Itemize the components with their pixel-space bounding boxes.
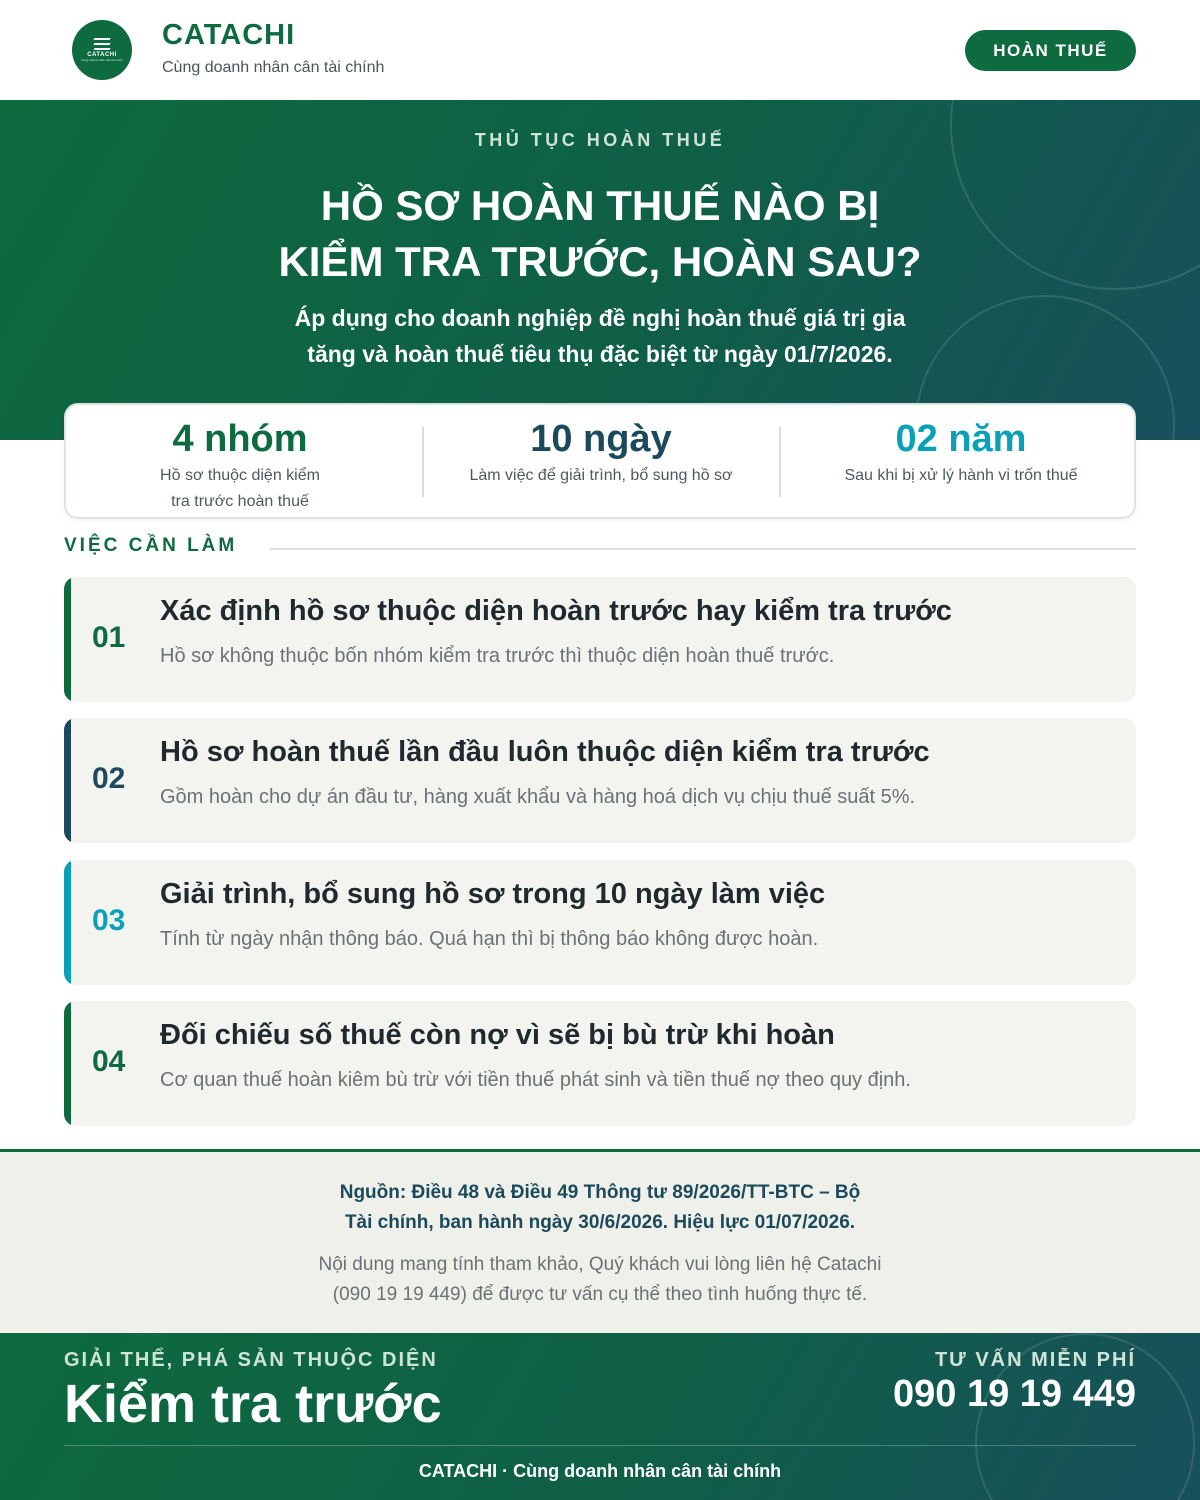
logo-text: CATACHI — [87, 52, 117, 58]
stat-groups — [140, 415, 340, 515]
hero-subtitle-line: tăng và hoàn thuế tiêu thụ đặc biệt từ ngày 01/7/2026. — [307, 341, 893, 367]
brand-tagline: Cùng doanh nhân cân tài chính — [162, 59, 385, 76]
hero-kicker: THỦ TỤC HOÀN THUẾ — [474, 130, 726, 150]
stat-label: Sau khi bị xử lý hành vi trốn thuế — [844, 467, 1078, 484]
section-divider — [270, 548, 1136, 550]
note-line: Nội dung mang tính tham khảo, Quý khách vui lòng liên hệ Catachi — [318, 1254, 882, 1275]
step-number: 02 — [92, 762, 126, 795]
step-number: 01 — [92, 621, 126, 654]
stat-value: 10 ngày — [530, 418, 672, 460]
step-title: Giải trình, bổ sung hồ sơ trong 10 ngày làm việc — [160, 878, 826, 910]
footer-headline: Kiểm tra trước — [64, 1374, 442, 1434]
step-description: Tính từ ngày nhận thông báo. Quá hạn thì bị thông báo không được hoàn. — [160, 928, 819, 950]
step-description: Gồm hoàn cho dự án đầu tư, hàng xuất khẩu và hàng hoá dịch vụ chịu thuế suất 5%. — [160, 786, 916, 808]
stat-years — [806, 415, 1116, 489]
step-number: 04 — [92, 1045, 126, 1078]
source-line: Tài chính, ban hành ngày 30/6/2026. Hiệu lực 01/07/2026. — [344, 1212, 856, 1233]
step-accent-bar — [64, 577, 71, 702]
disclaimer-note — [0, 1250, 1200, 1310]
footer-kicker: GIẢI THỂ, PHÁ SẢN THUỘC DIỆN — [64, 1349, 438, 1371]
brand-name: CATACHI — [162, 19, 296, 51]
source-line: Nguồn: Điều 48 và Điều 49 Thông tư 89/2026/TT-BTC – Bộ — [339, 1182, 861, 1203]
top-header — [0, 0, 1200, 100]
footer-brand-line: CATACHI · Cùng doanh nhân cân tài chính — [418, 1461, 782, 1481]
source-citation — [0, 1178, 1200, 1238]
step-description: Cơ quan thuế hoàn kiêm bù trừ với tiền thuế phát sinh và tiền thuế nợ theo quy định. — [160, 1069, 911, 1091]
logo-subtext: Cùng doanh nhân cân tài chính — [81, 58, 123, 62]
phone-number-link[interactable]: 090 19 19 449 — [892, 1373, 1136, 1415]
stat-divider — [779, 427, 781, 497]
source-box — [0, 1149, 1200, 1333]
stat-label: Làm việc để giải trình, bổ sung hồ sơ — [469, 467, 733, 484]
stat-value: 02 năm — [895, 418, 1027, 460]
hero-subtitle-line: Áp dụng cho doanh nghiệp đề nghị hoàn thuế giá trị gia — [294, 305, 906, 331]
step-card[interactable] — [64, 860, 1136, 985]
hero-title-line: HỒ SƠ HOÀN THUẾ NÀO BỊ — [320, 182, 880, 229]
step-title: Xác định hồ sơ thuộc diện hoàn trước hay kiểm tra trước — [160, 595, 952, 627]
note-line: (090 19 19 449) để được tư vấn cụ thể theo tình huống thực tế. — [332, 1284, 868, 1305]
section-heading: VIỆC CẦN LÀM — [64, 535, 238, 556]
step-card[interactable] — [64, 1001, 1136, 1126]
hero-subtitle — [0, 300, 1200, 372]
stat-label: tra trước hoàn thuế — [171, 493, 309, 510]
footer-banner — [0, 1333, 1200, 1500]
stats-card — [64, 403, 1136, 519]
footer-divider — [64, 1445, 1136, 1446]
category-badge[interactable]: HOÀN THUẾ — [965, 30, 1136, 71]
stat-label: Hồ sơ thuộc diện kiểm — [160, 467, 320, 484]
step-title: Đối chiếu số thuế còn nợ vì sẽ bị bù trừ khi hoàn — [160, 1019, 835, 1051]
hero-banner — [0, 100, 1200, 440]
step-title: Hồ sơ hoàn thuế lần đầu luôn thuộc diện kiểm tra trước — [160, 736, 930, 768]
step-description: Hồ sơ không thuộc bốn nhóm kiểm tra trước thì thuộc diện hoàn thuế trước. — [160, 645, 835, 667]
step-accent-bar — [64, 860, 71, 985]
cta-label: TƯ VẤN MIỄN PHÍ — [934, 1349, 1136, 1371]
step-card[interactable] — [64, 577, 1136, 702]
stat-days — [446, 415, 756, 489]
step-card[interactable] — [64, 718, 1136, 843]
logo-mark-icon — [94, 38, 110, 50]
catachi-logo[interactable] — [72, 20, 132, 80]
step-number: 03 — [92, 904, 126, 937]
hero-title — [0, 178, 1200, 290]
stat-value: 4 nhóm — [172, 418, 308, 460]
hero-title-line: KIỂM TRA TRƯỚC, HOÀN SAU? — [278, 238, 922, 285]
step-accent-bar — [64, 1001, 71, 1126]
stat-divider — [422, 427, 424, 497]
step-accent-bar — [64, 718, 71, 843]
